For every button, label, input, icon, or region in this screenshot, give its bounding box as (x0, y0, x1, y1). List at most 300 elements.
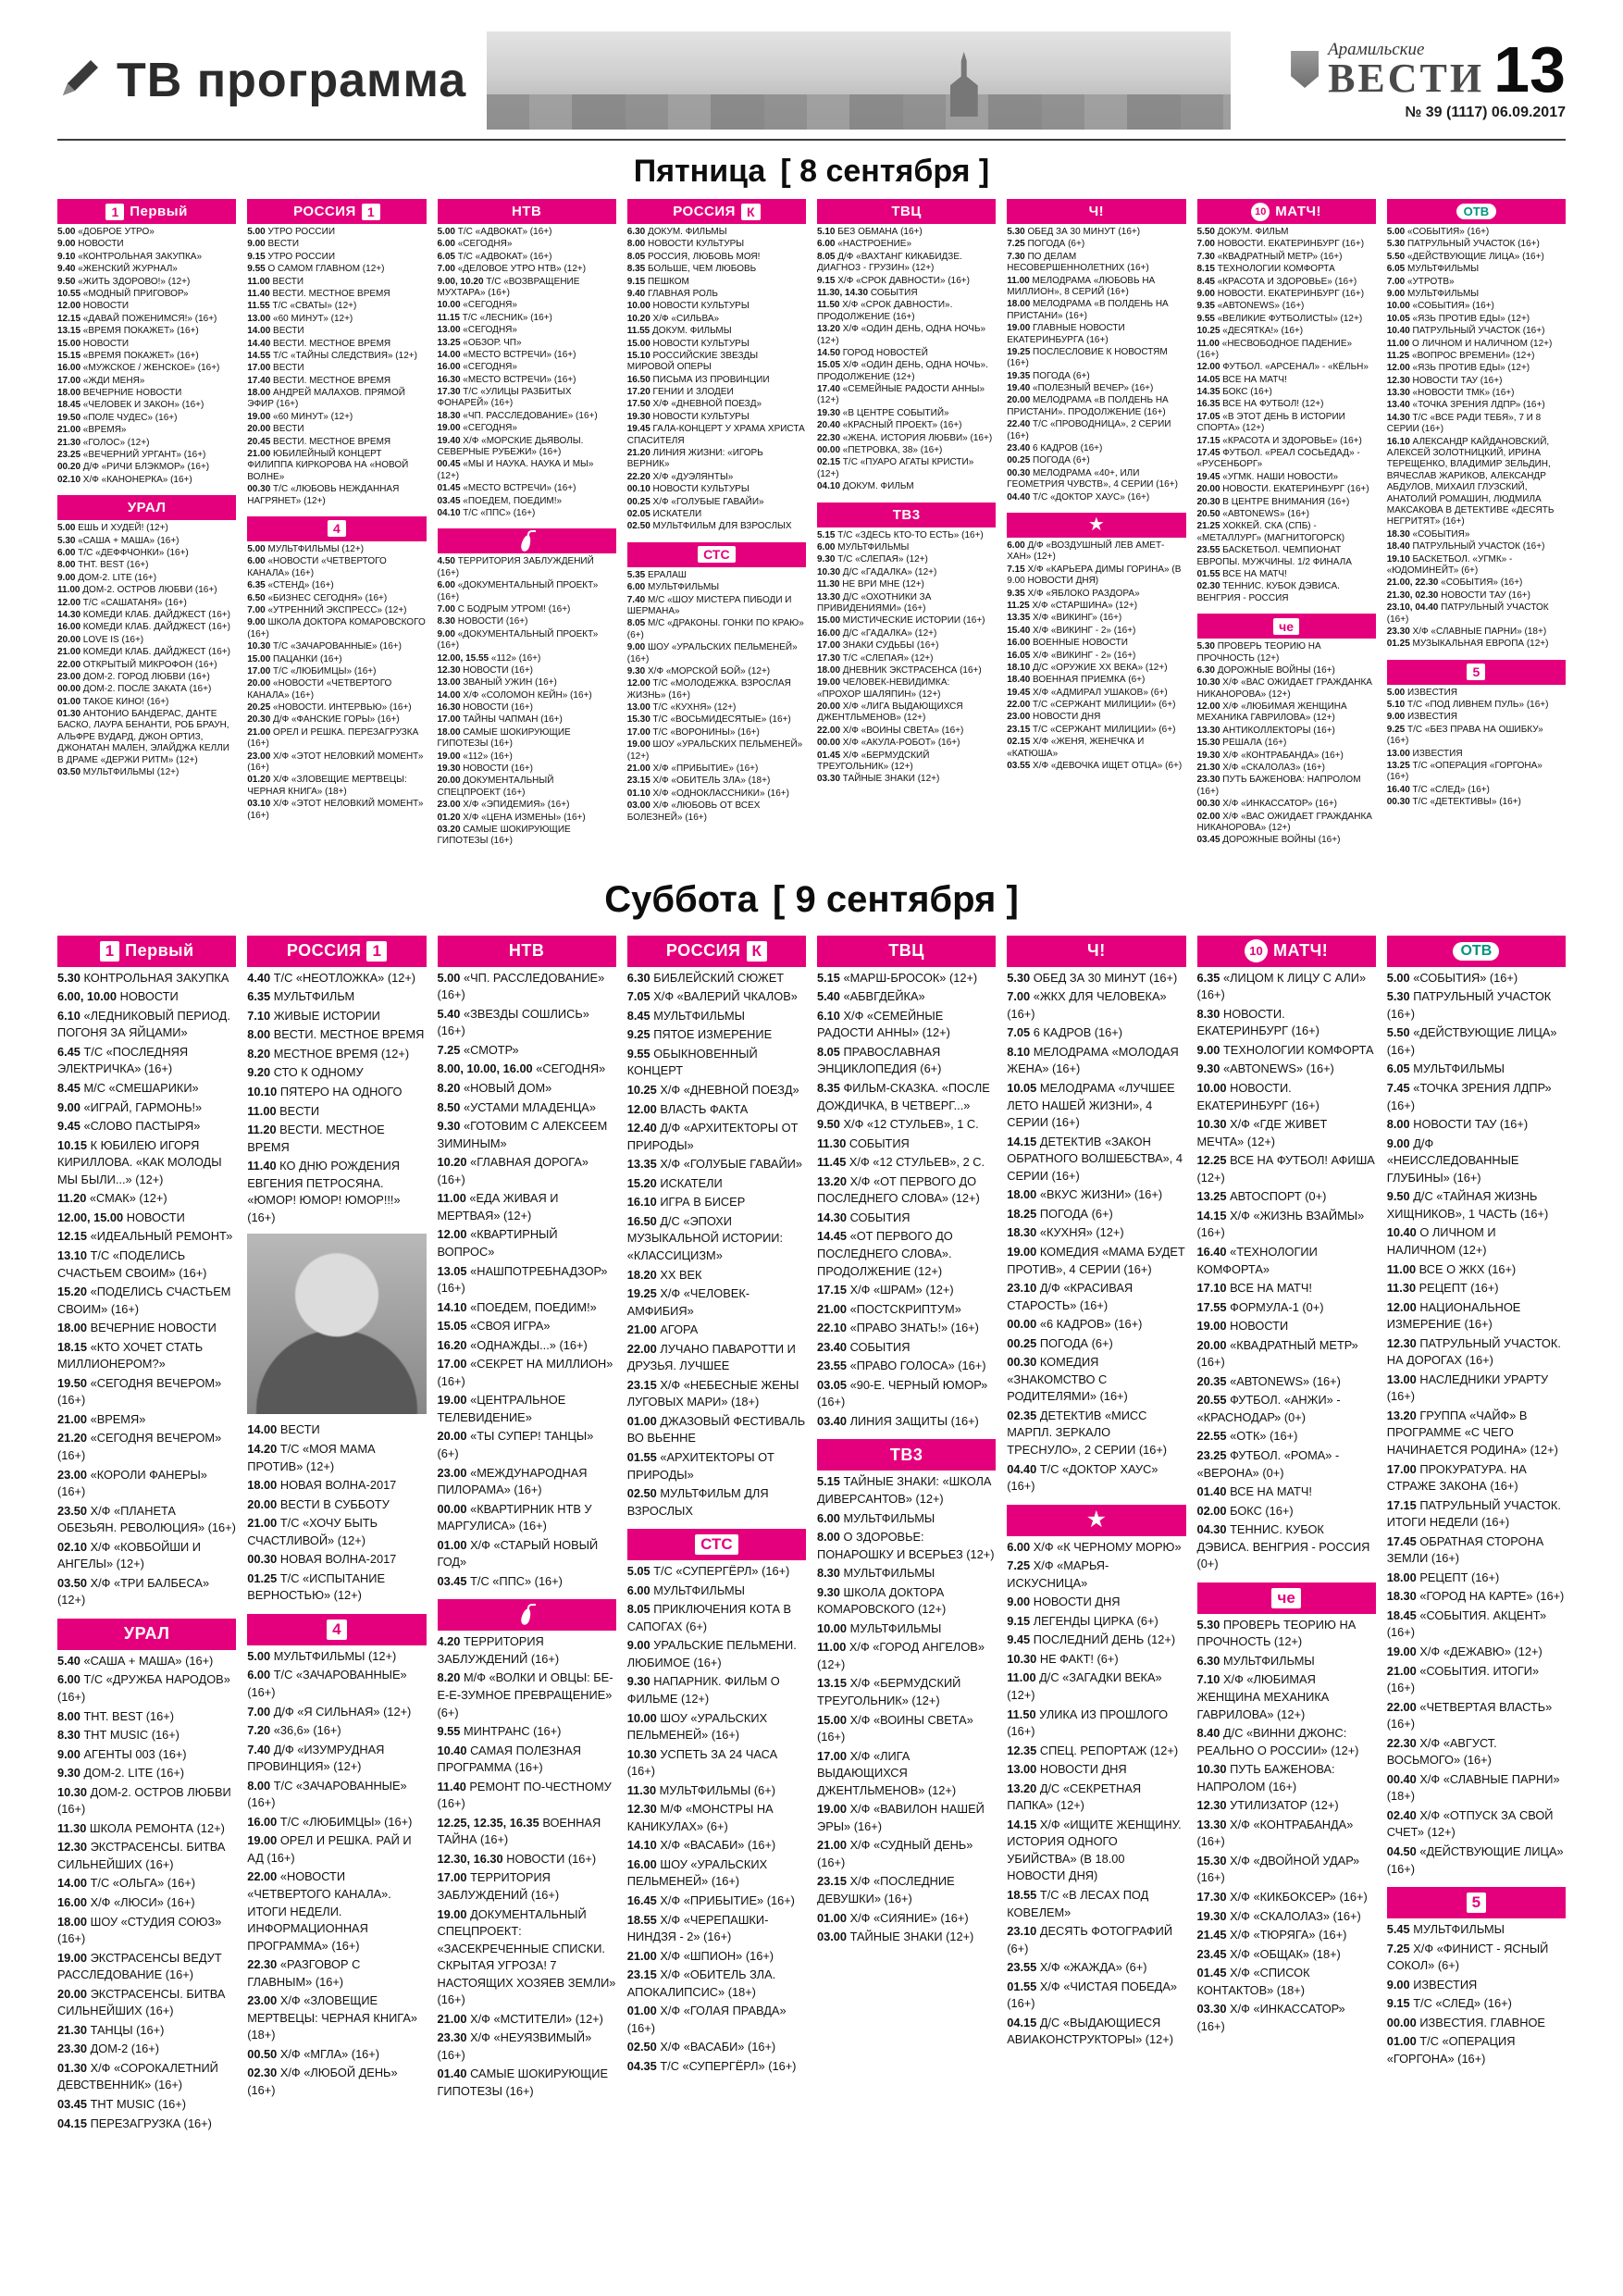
program-time: 21.00 (437, 2011, 467, 2026)
program-time: 9.00 (57, 572, 76, 583)
day-date: [ 9 сентября ] (773, 878, 1019, 920)
program-item: 17.00 Т/С «ВОРОНИНЫ» (16+) (626, 726, 760, 738)
program-item: 12.30 НОВОСТИ ТАУ (16+) (1386, 375, 1503, 386)
program-item: 6.00 МУЛЬТФИЛЬМЫ (817, 541, 910, 552)
program-item: 6.00 Т/С «ЗАЧАРОВАННЫЕ» (16+) (247, 1668, 407, 1699)
program-time: 9.00 (1386, 1977, 1410, 1992)
program-time: 6.00 (626, 582, 646, 593)
program-time: 16.00 (247, 1814, 278, 1829)
program-item: 13.25 «ОБЗОР. ЧП» (437, 337, 522, 348)
program-item: 18.40 ПАТРУЛЬНЫЙ УЧАСТОК (16+) (1386, 541, 1545, 552)
program-item: 6.30 ДОРОЖНЫЕ ВОЙНЫ (16+) (1196, 664, 1335, 676)
program-time: 8.00 (626, 239, 646, 250)
program-item: 00.00 «ПЕТРОВКА, 38» (16+) (817, 445, 943, 456)
program-time: 14.30 (57, 609, 81, 620)
program-item: 9.30 ШКОЛА ДОКТОРА КОМАРОВСКОГО (12+) (817, 1584, 947, 1617)
program-item: 4.20 ТЕРРИТОРИЯ ЗАБЛУЖДЕНИЙ (16+) (437, 1634, 560, 1666)
program-time: 11.55 (626, 326, 650, 337)
program-item: 11.00 Х/Ф «ГОРОД АНГЕЛОВ» (12+) (817, 1640, 985, 1671)
program-item: 9.30 НАПАРНИК. ФИЛЬМ О ФИЛЬМЕ (12+) (626, 1674, 780, 1706)
program-time: 8.00 (247, 1027, 271, 1042)
program-item: 20.00 МЕЛОДРАМА «В ПОЛДЕНЬ НА ПРИСТАНИ». ПРОДОЛЖЕНИЕ (16+) (1007, 395, 1169, 417)
program-item: 00.45 «МЫ И НАУКА. НАУКА И МЫ» (12+) (437, 459, 594, 481)
program-item: 14.40 ВЕСТИ. МЕСТНОЕ ВРЕМЯ (247, 338, 391, 349)
program-item: 17.45 ОБРАТНАЯ СТОРОНА ЗЕМЛИ (16+) (1386, 1533, 1544, 1566)
program-time: 02.40 (1386, 1807, 1417, 1822)
program-time: 04.15 (57, 2116, 88, 2130)
program-time: 23.55 (817, 1359, 848, 1373)
program-time: 03.05 (817, 1377, 848, 1392)
program-item: 12.25 ВСЕ НА ФУТБОЛ! АФИША (12+) (1196, 1153, 1375, 1185)
program-time: 10.20 (437, 1155, 467, 1170)
program-item: 9.55 «ВЕЛИКИЕ ФУТБОЛИСТЫ» (12+) (1196, 313, 1363, 324)
tv-column-2 (247, 936, 426, 2109)
program-item: 21.00 «СОБЫТИЯ. ИТОГИ» (16+) (1386, 1663, 1540, 1695)
program-time: 14.15 (1196, 1208, 1227, 1222)
program-time: 11.30 (57, 1820, 87, 1835)
program-time: 01.40 (1196, 1484, 1227, 1499)
program-item: 19.00 Х/Ф «ВАВИЛОН НАШЕЙ ЭРЫ» (16+) (817, 1802, 985, 1833)
program-time: 22.30 (1386, 1735, 1417, 1750)
program-time: 00.30 (1007, 1355, 1037, 1370)
program-time: 01.00 (626, 2004, 657, 2018)
5-kanal-logo: 5 (1467, 1893, 1486, 1913)
program-item: 03.20 САМЫЕ ШОКИРУЮЩИЕ ГИПОТЕЗЫ (16+) (437, 824, 571, 847)
program-item: 6.00 «ДОКУМЕНТАЛЬНЫЙ ПРОЕКТ» (16+) (437, 580, 599, 602)
program-item: 6.05 МУЛЬТФИЛЬМЫ (1386, 264, 1480, 275)
program-item: 19.35 ПОГОДА (6+) (1007, 370, 1090, 381)
program-item: 9.00 ВЕСТИ (247, 239, 300, 250)
program-time: 5.30 (1386, 239, 1406, 250)
program-time: 00.25 (626, 496, 650, 507)
program-item: 23.25 «ВЕЧЕРНИЙ УРГАНТ» (16+) (57, 450, 206, 461)
program-item: 03.50 МУЛЬТФИЛЬМЫ (12+) (57, 767, 180, 778)
program-time: 15.00 (57, 338, 81, 349)
program-time: 11.30 (817, 579, 840, 590)
program-time: 23.15 (1007, 724, 1031, 735)
program-time: 17.45 (1386, 1533, 1417, 1548)
program-time: 20.00 (1196, 1337, 1227, 1352)
program-item: 5.40 «ЗВЕЗДЫ СОШЛИСЬ» (16+) (437, 1006, 589, 1038)
program-item: 9.55 О САМОМ ГЛАВНОМ (12+) (247, 264, 385, 275)
program-time: 9.00 (247, 617, 266, 628)
program-list (247, 970, 426, 1605)
program-time: 21.30, 02.30 (1386, 590, 1439, 601)
program-time: 9.40 (57, 264, 76, 275)
program-item: 14.00 ВЕСТИ (247, 1422, 320, 1437)
program-time: 11.25 (1007, 600, 1030, 611)
program-item: 21.30 Х/Ф «СКАЛОЛАЗ» (16+) (1196, 763, 1325, 774)
program-item: 03.05 «90-Е. ЧЕРНЫЙ ЮМОР» (16+) (817, 1377, 988, 1409)
program-item: 11.30, 14.30 СОБЫТИЯ (817, 287, 918, 298)
channel-header-5-kanal (1387, 1887, 1566, 1918)
program-time: 17.30 (1196, 1890, 1227, 1904)
program-time: 10.05 (1007, 1081, 1037, 1096)
program-item: 9.00 «ИГРАЙ, ГАРМОНЬ!» (57, 1099, 203, 1114)
program-item: 5.45 МУЛЬТФИЛЬМЫ (1386, 1922, 1505, 1937)
program-time: 17.40 (247, 375, 271, 386)
program-time: 7.00 (1196, 239, 1215, 250)
program-time: 19.50 (57, 1375, 88, 1390)
program-time: 23.55 (1196, 545, 1220, 556)
program-item: 02.15 Х/Ф «ЖЕНЯ, ЖЕНЕЧКА И «КАТЮША» (1007, 737, 1145, 759)
program-time: 9.00 (1196, 1042, 1220, 1057)
channel-block-kanal4 (247, 516, 426, 822)
program-time: 22.00 (1007, 700, 1031, 711)
program-item: 20.00 ЭКСТРАСЕНСЫ. БИТВА СИЛЬНЕЙШИХ (16+) (57, 1986, 226, 2018)
program-item: 16.05 Х/Ф «ВИКИНГ - 2» (16+) (1007, 650, 1136, 661)
program-item: 03.50 Х/Ф «ТРИ БАЛБЕСА» (12+) (57, 1575, 210, 1607)
program-time: 12.30 (437, 664, 461, 676)
program-item: 6.35 МУЛЬТФИЛЬМ (247, 989, 355, 1004)
program-time: 7.10 (247, 1008, 271, 1023)
channel-header-ren-tv (438, 1599, 616, 1631)
program-time: 23.30 (1386, 626, 1410, 637)
program-time: 4.50 (437, 556, 455, 567)
program-time: 6.00 (437, 239, 455, 250)
program-time: 14.00 (57, 1876, 88, 1891)
program-time: 9.35 (1196, 301, 1215, 312)
program-time: 16.30 (437, 702, 461, 714)
program-time: 19.00 (437, 423, 461, 434)
program-time: 9.55 (626, 1046, 650, 1061)
channel-block-otv (1387, 936, 1566, 1878)
program-time: 5.00 (57, 227, 76, 237)
program-time: 16.10 (1386, 436, 1410, 447)
program-item: 17.00 ТЕРРИТОРИЯ ЗАБЛУЖДЕНИЙ (16+) (437, 1870, 560, 1902)
program-time: 00.00 (817, 445, 841, 456)
program-item: 18.55 Х/Ф «ЧЕРЕПАШКИ-НИНДЗЯ - 2» (16+) (626, 1912, 769, 1944)
program-time: 7.00 (437, 264, 455, 275)
program-time: 23.00 (247, 1993, 278, 2008)
program-time: 17.30 (817, 652, 841, 664)
program-time: 5.05 (626, 1564, 650, 1579)
program-time: 18.00 (817, 664, 841, 676)
program-time: 10.30 (817, 566, 841, 577)
program-item: 16.00 Д/С «ГАДАЛКА» (12+) (817, 627, 937, 639)
program-item: 01.45 «МЕСТО ВСТРЕЧИ» (16+) (437, 483, 576, 494)
program-item: 15.00 НОВОСТИ (57, 338, 130, 349)
program-item: 11.40 ВЕСТИ. МЕСТНОЕ ВРЕМЯ (247, 288, 390, 299)
program-time: 01.00 (626, 1413, 657, 1428)
program-time: 13.20 (1007, 1781, 1037, 1795)
program-time: 5.30 (1196, 641, 1215, 652)
program-item: 7.10 Х/Ф «ЛЮБИМАЯ ЖЕНЩИНА МЕХАНИКА ГАВРИЛОВА» (12+) (1196, 1672, 1330, 1721)
program-time: 6.10 (57, 1008, 81, 1023)
program-item: 8.30 НОВОСТИ. ЕКАТЕРИНБУРГ (16+) (1196, 1006, 1319, 1038)
program-item: 19.25 ПОСЛЕСЛОВИЕ К НОВОСТЯМ (16+) (1007, 346, 1168, 369)
program-time: 5.00 (437, 970, 461, 985)
program-time: 13.00 (1007, 1762, 1037, 1777)
program-item: 16.40 «ТЕХНОЛОГИИ КОМФОРТА» (1196, 1244, 1318, 1276)
program-item: 8.00 ТНТ. BEST (16+) (57, 560, 149, 571)
program-time: 9.15 (1386, 1996, 1410, 2011)
program-item: 00.30 КОМЕДИЯ «ЗНАКОМСТВО С РОДИТЕЛЯМИ» (16+) (1007, 1355, 1128, 1404)
program-item: 6.30 БИБЛЕЙСКИЙ СЮЖЕТ (626, 970, 785, 985)
channel-header-otv (1387, 936, 1566, 967)
program-item: 5.00 ЕШЬ И ХУДЕЙ! (12+) (57, 523, 168, 534)
tv-column-8 (1387, 936, 1566, 2078)
program-time: 04.15 (1007, 2015, 1037, 2029)
program-time: 14.15 (1007, 1134, 1037, 1148)
program-item: 00.00 ИЗВЕСТИЯ. ГЛАВНОЕ (1386, 2015, 1545, 2029)
program-time: 20.55 (1196, 1393, 1227, 1408)
program-item: 03.00 Х/Ф «ЛЮБОВЬ ОТ ВСЕХ БОЛЕЗНЕЙ» (16+) (626, 800, 761, 823)
program-time: 21.00, 22.30 (1386, 577, 1439, 589)
channel-header-ren-tv (438, 528, 616, 553)
program-time: 5.35 (626, 569, 646, 580)
program-time: 01.25 (247, 1570, 278, 1585)
day-name: Пятница (633, 154, 766, 189)
channel-block-domashniy (1007, 936, 1185, 1496)
program-item: 6.30 МУЛЬТФИЛЬМЫ (1196, 1653, 1315, 1668)
channel-block-domashniy (1007, 199, 1185, 503)
program-item: 18.20 ХХ ВЕК (626, 1267, 702, 1282)
program-list (1007, 227, 1185, 503)
program-time: 17.00 (626, 726, 650, 738)
program-time: 23.25 (57, 450, 81, 461)
program-item: 00.00 «6 КАДРОВ» (16+) (1007, 1317, 1143, 1332)
program-item: 9.50 Х/Ф «12 СТУЛЬЕВ», 1 С. (817, 1117, 979, 1132)
program-time: 9.15 (626, 276, 646, 287)
program-item: 9.30 Х/Ф «МОРСКОЙ БОЙ» (12+) (626, 665, 771, 676)
zvezda-star-icon: ★ (1087, 515, 1105, 536)
program-item: 8.45 «КРАСОТА И ЗДОРОВЬЕ» (16+) (1196, 276, 1357, 287)
program-time: 04.40 (1007, 1461, 1037, 1476)
program-item: 00.30 НОВАЯ ВОЛНА-2017 (247, 1552, 397, 1567)
program-time: 14.50 (817, 347, 841, 358)
program-item: 20.00 «НОВОСТИ «ЧЕТВЕРТОГО КАНАЛА» (16+) (247, 678, 392, 701)
program-time: 5.45 (1386, 1922, 1410, 1937)
program-time: 7.25 (1386, 1941, 1410, 1955)
program-item: 16.50 ПИСЬМА ИЗ ПРОВИНЦИИ (626, 374, 770, 385)
program-item: 10.20 «ГЛАВНАЯ ДОРОГА» (16+) (437, 1155, 589, 1186)
program-list (1387, 970, 1566, 1878)
program-item: 16.00 КОМЕДИ КЛАБ. ДАЙДЖЕСТ (16+) (57, 622, 230, 633)
program-time: 18.30 (437, 410, 461, 421)
rossiya1-logo-text: РОССИЯ (293, 204, 356, 219)
program-item: 13.25 АВТОСПОРТ (0+) (1196, 1189, 1327, 1204)
program-time: 11.00 (1386, 1261, 1417, 1276)
program-time: 17.15 (817, 1283, 848, 1297)
program-time: 6.05 (437, 251, 455, 262)
page-number: 13 (1493, 32, 1566, 105)
program-item: 21.30 ТАНЦЫ (16+) (57, 2022, 165, 2037)
channel-block-che (1197, 614, 1376, 847)
program-time: 5.00 (1386, 227, 1406, 237)
channel-block-tnt-ural (57, 1619, 236, 2132)
channel-header-match-tv (1197, 936, 1376, 967)
program-item: 13.20 Х/Ф «ОДИН ДЕНЬ, ОДНА НОЧЬ» (12+) (817, 324, 986, 346)
program-item: 20.00 ДОКУМЕНТАЛЬНЫЙ СПЕЦПРОЕКТ (16+) (437, 776, 554, 798)
program-item: 13.40 «ТОЧКА ЗРЕНИЯ ЛДПР» (16+) (1386, 400, 1545, 411)
program-time: 19.45 (1196, 471, 1220, 482)
program-item: 9.00 Д/Ф «НЕИССЛЕДОВАННЫЕ ГЛУБИНЫ» (16+) (1386, 1136, 1519, 1185)
program-time: 01.20 (437, 812, 461, 823)
program-time: 23.40 (1007, 443, 1031, 454)
program-time: 5.30 (1007, 227, 1025, 237)
program-item: 10.00 «СЕГОДНЯ» (437, 300, 517, 311)
program-time: 6.00 (817, 541, 836, 552)
town-panorama-photo (487, 31, 1231, 130)
channel-header-tvc (817, 936, 996, 967)
program-item: 00.50 Х/Ф «МГЛА» (16+) (247, 2046, 380, 2061)
program-item: 04.10 ДОКУМ. ФИЛЬМ (817, 481, 914, 492)
program-time: 11.30, 14.30 (817, 287, 869, 298)
program-item: 12.30 ЭКСТРАСЕНСЫ. БИТВА СИЛЬНЕЙШИХ (16+) (57, 1840, 226, 1871)
program-item: 19.50 «СЕГОДНЯ ВЕЧЕРОМ» (16+) (57, 1375, 222, 1408)
program-item: 23.10, 04.40 ПАТРУЛЬНЫЙ УЧАСТОК (16+) (1386, 602, 1549, 625)
rossiya1-logo: 1 (366, 941, 386, 962)
program-time: 14.30 (1386, 412, 1410, 423)
program-list (627, 570, 806, 824)
program-item: 11.25 «ВОПРОС ВРЕМЕНИ» (12+) (1386, 350, 1535, 361)
program-time: 16.00 (817, 627, 841, 639)
program-item: 13.00 НОВОСТИ ДНЯ (1007, 1762, 1127, 1777)
program-time: 18.00 (437, 726, 461, 738)
program-item: 19.00 ЭКСТРАСЕНСЫ ВЕДУТ РАССЛЕДОВАНИЕ (16+) (57, 1950, 222, 1982)
program-time: 00.20 (57, 462, 81, 473)
domashniy-logo-text: Ч! (1087, 941, 1106, 961)
program-item: 13.35 Х/Ф «ВИКИНГ» (16+) (1007, 613, 1122, 624)
channel-header-che (1197, 1582, 1376, 1614)
program-item: 21.30 «ГОЛОС» (12+) (57, 437, 150, 448)
program-time: 7.45 (1386, 1081, 1410, 1096)
program-time: 17.00 (437, 714, 461, 726)
program-item: 01.25 МУЗЫКАЛЬНАЯ ЕВРОПА (12+) (1386, 639, 1549, 650)
program-time: 13.05 (437, 1263, 467, 1278)
program-item: 12.00 НОВОСТИ (57, 301, 130, 312)
program-item: 10.30 Д/С «ГАДАЛКА» (12+) (817, 566, 937, 577)
program-time: 16.00 (626, 1856, 657, 1871)
program-time: 11.40 (247, 1159, 277, 1173)
program-item: 7.10 ЖИВЫЕ ИСТОРИИ (247, 1008, 380, 1023)
program-time: 7.15 (1007, 564, 1025, 575)
program-item: 12.15 «ДАВАЙ ПОЖЕНИМСЯ!» (16+) (57, 313, 217, 324)
program-time: 16.05 (1007, 650, 1031, 661)
program-time: 13.20 (817, 324, 841, 335)
program-item: 19.00 «СЕГОДНЯ» (437, 423, 517, 434)
program-item: 11.50 УЛИКА ИЗ ПРОШЛОГО (16+) (1007, 1706, 1169, 1739)
program-item: 10.55 «МОДНЫЙ ПРИГОВОР» (57, 288, 189, 299)
program-item: 15.00 МИСТИЧЕСКИЕ ИСТОРИИ (16+) (817, 615, 985, 627)
program-time: 21.00 (817, 1301, 848, 1316)
brand-names (1328, 41, 1484, 99)
program-item: 8.00 ВЕСТИ. МЕСТНОЕ ВРЕМЯ (247, 1027, 425, 1042)
channel-block-5-kanal (1387, 660, 1566, 809)
channel-block-match-tv (1197, 199, 1376, 604)
program-item: 9.20 СТО К ОДНОМУ (247, 1065, 364, 1080)
program-item: 8.45 МУЛЬТФИЛЬМЫ (626, 1008, 745, 1023)
program-time: 9.40 (626, 288, 646, 299)
program-item: 13.20 ГРУППА «ЧАЙФ» В ПРОГРАММЕ «С ЧЕГО НАЧИНАЕТСЯ РОДИНА» (12+) (1386, 1408, 1558, 1457)
program-time: 19.00 (1386, 1644, 1417, 1658)
program-time: 6.30 (1196, 664, 1215, 676)
program-item: 23.15 Х/Ф «ОБИТЕЛЬ ЗЛА. АПОКАЛИПСИС» (18+) (626, 1967, 776, 1999)
program-item: 6.00 Т/С «ДРУЖБА НАРОДОВ» (16+) (57, 1672, 230, 1704)
program-time: 18.45 (1386, 1607, 1417, 1622)
program-time: 11.00 (57, 585, 81, 596)
program-time: 10.25 (1196, 326, 1220, 337)
program-item: 18.00 ВЕЧЕРНИЕ НОВОСТИ (57, 1321, 217, 1335)
program-time: 9.25 (626, 1027, 650, 1042)
program-time: 9.55 (437, 1724, 461, 1739)
program-item: 17.15 «КРАСОТА И ЗДОРОВЬЕ» (16+) (1196, 435, 1362, 446)
program-item: 14.15 Х/Ф «ИЩИТЕ ЖЕНЩИНУ. ИСТОРИЯ ОДНОГО УБИЙСТВА» (В 18.00 НОВОСТИ ДНЯ) (1007, 1817, 1182, 1883)
program-item: 01.20 Х/Ф «ЦЕНА ИЗМЕНЫ» (16+) (437, 812, 586, 823)
program-item: 16.35 ВСЕ НА ФУТБОЛ! (12+) (1196, 399, 1324, 410)
program-item: 23.15 Х/Ф «ОБИТЕЛЬ ЗЛА» (18+) (626, 776, 771, 787)
program-time: 7.25 (437, 1042, 461, 1057)
program-item: 18.00 АНДРЕЙ МАЛАХОВ. ПРЯМОЙ ЭФИР (16+) (247, 388, 405, 410)
program-time: 13.30 (1196, 1817, 1227, 1831)
program-item: 12.00 ФУТБОЛ. «АРСЕНАЛ» - «КЁЛЬН» (1196, 362, 1369, 373)
program-item: 5.30 ПАТРУЛЬНЫЙ УЧАСТОК (16+) (1386, 989, 1552, 1021)
program-item: 01.45 Х/Ф «БЕРМУДСКИЙ ТРЕУГОЛЬНИК» (12+) (817, 750, 930, 773)
program-time: 23.00 (437, 800, 461, 811)
program-item: 14.10 «ПОЕДЕМ, ПОЕДИМ!» (437, 1299, 597, 1314)
program-item: 13.10 Т/С «ПОДЕЛИСЬ СЧАСТЬЕМ СВОИМ» (16+) (57, 1247, 207, 1280)
program-time: 18.30 (1386, 528, 1410, 540)
program-item: 15.20 ИСКАТЕЛИ (626, 1175, 723, 1190)
program-time: 13.25 (1386, 761, 1410, 772)
program-time: 12.00 (626, 1101, 657, 1116)
program-item: 15.20 «ПОДЕЛИСЬ СЧАСТЬЕМ СВОИМ» (16+) (57, 1285, 231, 1316)
program-time: 00.25 (1007, 455, 1031, 466)
program-time: 19.25 (1007, 346, 1031, 357)
program-time: 02.15 (817, 457, 841, 468)
channel-header-pervyi (57, 199, 236, 224)
program-time: 01.10 (626, 788, 650, 799)
program-time: 10.20 (626, 313, 650, 324)
program-time: 5.15 (817, 970, 840, 985)
program-time: 11.40 (437, 1779, 466, 1793)
channel-block-5-kanal (1387, 1887, 1566, 2067)
program-time: 23.00 (57, 671, 81, 682)
channel-header-tnt-ural (57, 1619, 236, 1650)
program-time: 23.15 (626, 1377, 657, 1392)
program-time: 5.00 (437, 227, 455, 237)
program-item: 21.00 КОМЕДИ КЛАБ. ДАЙДЖЕСТ (16+) (57, 647, 230, 658)
channel-grid (57, 936, 1566, 2141)
program-item: 5.00 «СОБЫТИЯ» (16+) (1386, 227, 1490, 237)
program-item: 9.00 МУЛЬТФИЛЬМЫ (1386, 288, 1480, 299)
program-item: 22.00 ЛУЧАНО ПАВАРОТТИ И ДРУЗЬЯ. ЛУЧШЕЕ (626, 1341, 796, 1373)
program-item: 7.30 ПО ДЕЛАМ НЕСОВЕРШЕННОЛЕТНИХ (16+) (1007, 251, 1149, 274)
program-time: 16.50 (626, 374, 650, 385)
program-item: 19.00 ОРЕЛ И РЕШКА. РАЙ И АД (16+) (247, 1833, 412, 1865)
program-item: 5.30 «САША + МАША» (16+) (57, 535, 180, 546)
program-item: 13.25 Т/С «ОПЕРАЦИЯ «ГОРГОНА» (16+) (1386, 761, 1542, 783)
program-time: 12.40 (626, 1121, 657, 1136)
program-item: 01.30 Х/Ф «СОРОКАЛЕТНИЙ ДЕВСТВЕННИК» (16+) (57, 2060, 218, 2092)
program-item: 03.10 Х/Ф «ЭТОТ НЕЛОВКИЙ МОМЕНТ» (16+) (247, 799, 424, 821)
program-item: 23.15 Х/Ф «НЕБЕСНЫЕ ЖЕНЫ ЛУГОВЫХ МАРИ» (18+) (626, 1377, 799, 1409)
program-time: 19.45 (1007, 687, 1031, 698)
program-item: 14.05 ВСЕ НА МАТЧ! (1196, 374, 1287, 385)
program-time: 9.30 (817, 1584, 840, 1599)
program-time: 21.45 (1196, 1928, 1227, 1942)
program-item: 20.00 ВЕСТИ (247, 424, 304, 435)
program-item: 02.30 Х/Ф «ЛЮБОЙ ДЕНЬ» (16+) (247, 2066, 398, 2097)
program-item: 6.00, 10.00 НОВОСТИ (57, 989, 179, 1004)
program-time: 5.10 (817, 227, 836, 237)
program-item: 8.20 М/Ф «ВОЛКИ И ОВЦЫ: БЕ-Е-Е-ЗУМНОЕ ПРЕВРАЩЕНИЕ» (6+) (437, 1670, 613, 1719)
program-item: 19.00 ЧЕЛОВЕК-НЕВИДИМКА: «ПРОХОР ШАЛЯПИН» (12+) (817, 677, 950, 700)
masthead-title-area (57, 31, 466, 130)
program-item: 9.30 Т/С «СЛЕПАЯ» (12+) (817, 554, 928, 565)
program-item: 5.10 Т/С «ПОД ЛИВНЕМ ПУЛЬ» (16+) (1386, 700, 1549, 711)
